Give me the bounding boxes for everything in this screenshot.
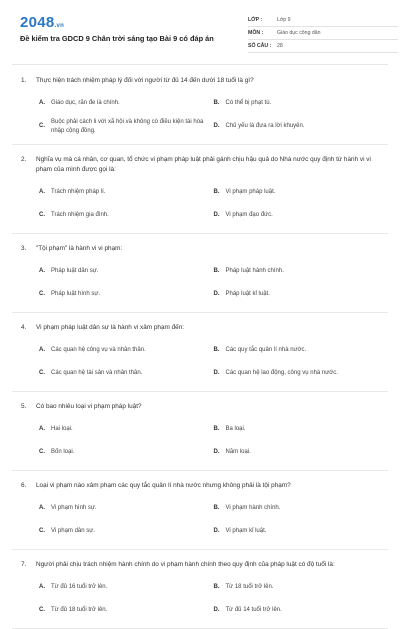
question-item xyxy=(12,471,388,550)
option-letter: A. xyxy=(39,505,45,511)
option-letter: D. xyxy=(213,291,220,297)
question-item xyxy=(12,313,388,392)
option-letter: B. xyxy=(213,189,220,195)
answer-option[interactable] xyxy=(214,497,389,520)
option-letter: B. xyxy=(213,347,220,353)
option-letter: C. xyxy=(39,123,45,129)
option-text: Các quan hệ lao động, công vụ nhà nước. xyxy=(225,370,338,376)
option-letter: B. xyxy=(213,268,220,274)
meta-value: 28 xyxy=(277,43,283,49)
answer-option[interactable] xyxy=(214,283,389,306)
option-letter: D. xyxy=(213,449,220,455)
option-letter: C. xyxy=(39,528,45,534)
option-text: Từ đủ 16 tuổi trở lên. xyxy=(51,584,108,590)
option-letter: C. xyxy=(39,212,45,218)
option-letter: D. xyxy=(213,123,220,129)
option-letter: D. xyxy=(213,212,220,218)
answer-option[interactable] xyxy=(214,418,389,441)
answer-options xyxy=(12,418,388,464)
option-letter: B. xyxy=(213,505,220,511)
meta-row-count xyxy=(248,40,398,53)
option-text: Năm loại. xyxy=(225,449,251,455)
meta-row-subject xyxy=(248,27,398,40)
option-text: Pháp luật dân sự. xyxy=(51,268,99,274)
answer-option[interactable] xyxy=(39,576,214,599)
option-letter: A. xyxy=(39,584,45,590)
option-text: Pháp luật hành chính. xyxy=(225,268,284,274)
option-text: Vi phạm đạo đức. xyxy=(225,212,273,218)
question-text xyxy=(12,402,388,412)
answer-option[interactable] xyxy=(214,599,389,622)
answer-option[interactable] xyxy=(214,260,389,283)
option-text: Giáo dục, răn đe là chính. xyxy=(51,100,120,106)
option-text: Vi phạm pháp luật. xyxy=(225,189,276,195)
answer-options xyxy=(12,497,388,543)
question-prompt: Loại vi phạm nào xâm phạm các quy tắc quản lí nhà nước nhưng không phải là tội phạm? xyxy=(36,482,291,489)
answer-option[interactable] xyxy=(39,497,214,520)
question-text xyxy=(12,560,388,570)
option-text: Ba loại. xyxy=(225,426,246,432)
question-number: 2. xyxy=(21,156,27,163)
answer-option[interactable] xyxy=(39,441,214,464)
answer-option[interactable] xyxy=(214,339,389,362)
option-letter: B. xyxy=(213,584,220,590)
option-letter: A. xyxy=(39,100,45,106)
answer-option[interactable] xyxy=(214,115,389,138)
option-letter: C. xyxy=(39,449,45,455)
answer-option[interactable] xyxy=(39,204,214,227)
question-prompt: Người phải chịu trách nhiệm hành chính do vi phạm hành chính theo quy định của pháp luật có độ tuổi là: xyxy=(36,561,335,568)
option-letter: D. xyxy=(213,370,220,376)
option-text: Vi phạm dân sự. xyxy=(51,528,95,534)
option-text: Buộc phải cách li với xã hội và không có điều kiện tái hòa nhập cộng đồng. xyxy=(51,118,204,134)
option-text: Các quan hệ tài sản và nhân thân. xyxy=(51,370,143,376)
answer-option[interactable] xyxy=(214,441,389,464)
option-letter: C. xyxy=(39,370,45,376)
option-letter: A. xyxy=(39,426,45,432)
logo-text: 2048 xyxy=(20,14,55,31)
option-text: Vi phạm hành chính. xyxy=(225,505,281,511)
question-prompt: Nghĩa vụ mà cá nhân, cơ quan, tổ chức vi phạm pháp luật phải gánh chịu hậu quả do Nhà nước quy định từ hành vi vi phạm của mình được gọi là: xyxy=(36,156,371,173)
meta-label: SỐ CÂU : xyxy=(248,43,272,49)
question-number: 6. xyxy=(21,482,27,489)
answer-option[interactable] xyxy=(39,283,214,306)
answer-options xyxy=(12,260,388,306)
answer-options xyxy=(12,181,388,227)
answer-option[interactable] xyxy=(214,204,389,227)
question-item xyxy=(12,145,388,234)
logo-suffix: .vn xyxy=(54,23,65,29)
answer-option[interactable] xyxy=(214,576,389,599)
option-letter: A. xyxy=(39,189,45,195)
option-text: Pháp luật kỉ luật. xyxy=(225,291,270,297)
option-letter: D. xyxy=(213,607,220,613)
question-prompt: Có bao nhiêu loại vi phạm pháp luật? xyxy=(36,403,142,410)
question-item xyxy=(12,234,388,313)
question-prompt: Thực hiện trách nhiệm pháp lý đối với người từ đủ 14 đến dưới 18 tuổi là gì? xyxy=(36,77,254,84)
answer-option[interactable] xyxy=(39,418,214,441)
answer-options xyxy=(12,92,388,138)
question-number: 5. xyxy=(21,403,27,410)
question-item xyxy=(12,66,388,145)
site-logo[interactable] xyxy=(20,14,64,31)
option-text: Hai loại. xyxy=(51,426,73,432)
answer-option[interactable] xyxy=(39,599,214,622)
answer-option[interactable] xyxy=(39,181,214,204)
meta-row-class xyxy=(248,14,398,27)
option-text: Trách nhiệm pháp lí. xyxy=(51,189,106,195)
option-text: Chủ yếu là đưa ra lời khuyên. xyxy=(225,123,305,129)
option-text: Vi phạm kỉ luật. xyxy=(225,528,267,534)
option-letter: C. xyxy=(39,291,45,297)
question-number: 4. xyxy=(21,324,27,331)
page-header xyxy=(20,14,380,58)
option-text: Pháp luật hình sự. xyxy=(51,291,101,297)
question-text xyxy=(12,76,388,86)
option-text: Từ đủ 18 tuổi trở lên. xyxy=(51,607,108,613)
option-text: Có thể bị phạt tù. xyxy=(225,100,272,106)
option-letter: B. xyxy=(213,426,220,432)
answer-option[interactable] xyxy=(39,92,214,115)
option-letter: D. xyxy=(213,528,220,534)
option-text: Vi phạm hình sự. xyxy=(51,505,97,511)
question-number: 3. xyxy=(21,245,27,252)
question-list xyxy=(12,66,388,629)
answer-option[interactable] xyxy=(214,362,389,385)
answer-option[interactable] xyxy=(214,181,389,204)
page-title: Đề kiểm tra GDCD 9 Chân trời sáng tạo Bài 9 có đáp án xyxy=(20,34,214,43)
answer-options xyxy=(12,339,388,385)
option-text: Từ đủ 14 tuổi trở lên. xyxy=(225,607,282,613)
option-text: Trách nhiệm gia đình. xyxy=(51,212,109,218)
option-letter: B. xyxy=(213,100,220,106)
answer-option[interactable] xyxy=(214,520,389,543)
option-text: Các quy tắc quản lí nhà nước. xyxy=(225,347,307,353)
question-number: 1. xyxy=(21,77,27,84)
question-item xyxy=(12,392,388,471)
question-prompt: "Tội phạm" là hành vi vi phạm: xyxy=(36,245,123,252)
answer-option[interactable] xyxy=(39,339,214,362)
meta-value: Giáo dục công dân xyxy=(277,30,321,36)
question-text xyxy=(12,481,388,491)
answer-option[interactable] xyxy=(39,115,214,138)
option-letter: C. xyxy=(39,607,45,613)
answer-option[interactable] xyxy=(39,362,214,385)
question-text xyxy=(12,155,388,175)
answer-options xyxy=(12,576,388,622)
meta-label: LỚP : xyxy=(248,17,263,23)
option-letter: A. xyxy=(39,268,45,274)
answer-option[interactable] xyxy=(39,260,214,283)
answer-option[interactable] xyxy=(39,520,214,543)
question-text xyxy=(12,244,388,254)
option-text: Từ 18 tuổi trở lên. xyxy=(225,584,274,590)
option-text: Các quan hệ công vụ và nhân thân. xyxy=(51,347,146,353)
meta-value: Lớp 9 xyxy=(277,17,291,23)
header-divider xyxy=(12,64,388,65)
meta-table xyxy=(248,14,398,53)
question-prompt: Vi phạm pháp luật dân sự là hành vi xâm phạm đến: xyxy=(36,324,185,331)
answer-option[interactable] xyxy=(214,92,389,115)
meta-label: MÔN : xyxy=(248,30,264,36)
question-text xyxy=(12,323,388,333)
option-text: Bốn loại. xyxy=(51,449,75,455)
option-letter: A. xyxy=(39,347,45,353)
question-number: 7. xyxy=(21,561,27,568)
question-item xyxy=(12,550,388,629)
